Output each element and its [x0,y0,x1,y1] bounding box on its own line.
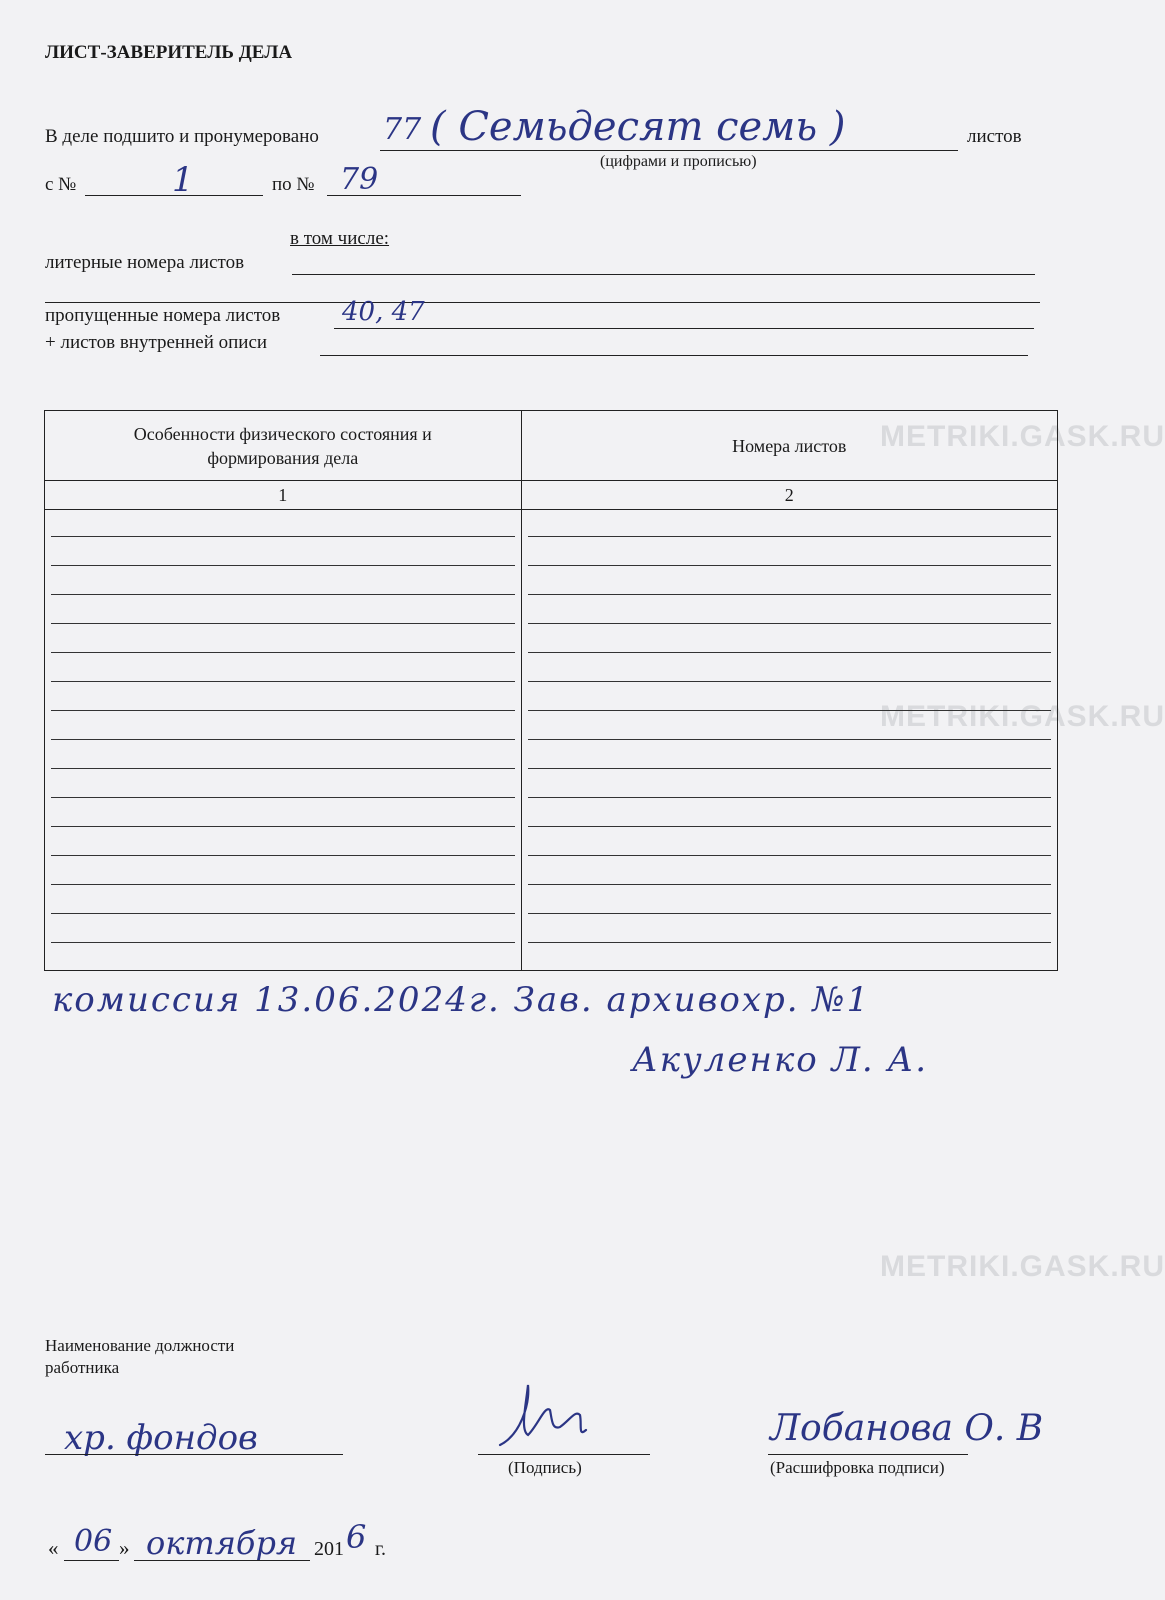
table-rule [528,884,1051,885]
table-rule [51,797,515,798]
position-label-line1: Наименование должности [45,1336,235,1355]
skipped-numbers-value: 40, 47 [342,297,425,327]
to-number-label: по № [272,174,315,195]
from-number-value: 1 [172,160,194,200]
table-rule [51,623,515,624]
watermark-1: METRIKI.GASK.RU [880,420,1165,453]
signature-underline [478,1454,650,1455]
literal-numbers-underline [292,274,1035,275]
decoding-caption: (Расшифровка подписи) [770,1458,945,1477]
document-title: ЛИСТ-ЗАВЕРИТЕЛЬ ДЕЛА [45,42,293,63]
table-rule [528,826,1051,827]
commission-note-line1: комиссия 13.06.2024г. Зав. архивохр. №1 [52,980,871,1020]
table-column-number-2: 2 [521,481,1057,510]
table-rule [528,855,1051,856]
inventory-sheets-underline [320,355,1028,356]
table-rule [51,768,515,769]
table-rule [528,913,1051,914]
table-rule [51,884,515,885]
inventory-sheets-label: + листов внутренней описи [45,332,268,353]
table-rule [528,681,1051,682]
table-rule [51,681,515,682]
date-day-underline [64,1560,119,1561]
table-rule [51,565,515,566]
table-rule [528,768,1051,769]
date-close-quote: » [119,1536,130,1560]
table-rule [51,710,515,711]
sheets-word: листов [967,126,1022,147]
table-rule [528,536,1051,537]
decoding-underline [768,1454,968,1455]
signature-drawing [490,1375,600,1455]
table-rule [528,942,1051,943]
table-column-number-1: 1 [45,481,522,510]
table-rule [528,710,1051,711]
table-rule [51,855,515,856]
table-rule [528,797,1051,798]
digits-caption: (цифрами и прописью) [600,153,757,170]
table-rule [51,913,515,914]
sheets-count-words: ( Семьдесят семь ) [430,104,846,150]
date-year-suffix-label: г. [375,1538,386,1560]
condition-table [44,410,1058,971]
from-number-label: с № [45,174,77,195]
table-rule [528,739,1051,740]
table-rule [51,536,515,537]
signature-caption: (Подпись) [508,1458,582,1477]
table-header-sheet-numbers: Номера листов [521,411,1057,481]
sheets-count-underline [380,150,958,151]
date-month-underline [134,1560,310,1561]
table-rule [51,826,515,827]
position-label-line2: работника [45,1358,120,1377]
sheets-count-label: В деле подшито и пронумеровано [45,126,319,147]
position-underline [45,1454,343,1455]
date-month: октября [146,1524,298,1562]
date-year-prefix: 201 [314,1538,344,1560]
date-year-suffix: 6 [346,1518,367,1556]
literal-numbers-underline-2 [45,302,1040,303]
table-rule [528,623,1051,624]
table-rule [528,565,1051,566]
table-rule [51,652,515,653]
table-rule [51,942,515,943]
date-open-quote: « [48,1536,59,1560]
table-header-condition-line1: Особенности физического состояния и [133,423,432,444]
decoding-value: Лобанова О. В [770,1408,1044,1449]
table-body-col1 [45,510,522,971]
watermark-2: METRIKI.GASK.RU [880,700,1165,733]
skipped-numbers-underline [334,328,1034,329]
table-header-condition [45,411,522,481]
table-rule [528,652,1051,653]
sheets-count-number: 77 [383,112,422,147]
literal-numbers-label: литерные номера листов [45,252,245,273]
position-value: хр. фондов [64,1418,258,1458]
table-rule [51,739,515,740]
table-body-col2 [521,510,1057,971]
table-rule [51,594,515,595]
table-header-condition-line2: формирования дела [207,447,359,468]
to-number-value: 79 [340,162,379,197]
date-day: 06 [74,1524,113,1559]
including-label: в том числе: [290,228,390,249]
watermark-3: METRIKI.GASK.RU [880,1250,1165,1283]
commission-note-line2: Акуленко Л. А. [632,1040,929,1080]
skipped-numbers-label: пропущенные номера листов [45,305,281,326]
table-rule [528,594,1051,595]
